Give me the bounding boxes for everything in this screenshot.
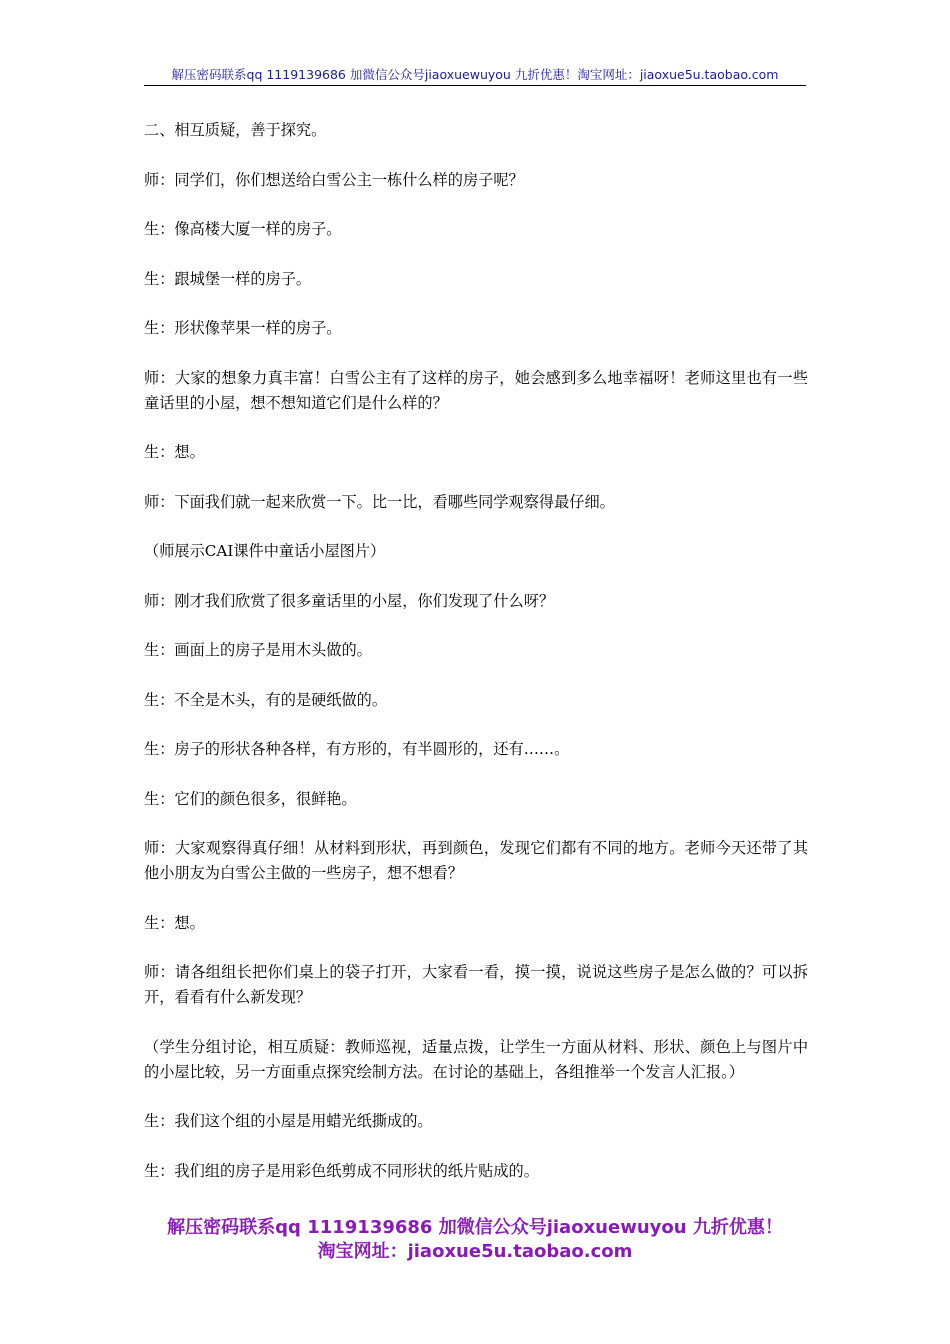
page-footer	[0, 1216, 950, 1264]
footer-line-1: 解压密码联系qq 1119139686 加微信公众号jiaoxuewuyou 九折优惠！	[167, 1217, 783, 1238]
paragraph: 师：大家的想象力真丰富！白雪公主有了这样的房子，她会感到多么地幸福呀！老师这里也有一些童话里的小屋，想不想知道它们是什么样的？	[144, 368, 808, 412]
paragraph: 二、相互质疑，善于探究。	[144, 121, 327, 139]
paragraph: 师：请各组组长把你们桌上的袋子打开，大家看一看，摸一摸，说说这些房子是怎么做的？可以拆开，看看有什么新发现？	[144, 963, 808, 1006]
paragraph: 生：不全是木头，有的是硬纸做的。	[144, 690, 387, 709]
paragraph: 生：我们这个组的小屋是用蜡光纸撕成的。	[144, 1112, 433, 1130]
paragraph: 生：画面上的房子是用木头做的。	[144, 641, 372, 659]
paragraph: 师：大家观察得真仔细！从材料到形状，再到颜色，发现它们都有不同的地方。老师今天还带了其他小朋友为白雪公主做的一些房子，想不想看？	[144, 839, 808, 882]
footer-line-2: 淘宝网址：jiaoxue5u.taobao.com	[317, 1241, 633, 1262]
paragraph: 师：刚才我们欣赏了很多童话里的小屋，你们发现了什么呀？	[144, 591, 555, 610]
paragraph: 师：下面我们就一起来欣赏一下。比一比，看哪些同学观察得最仔细。	[144, 492, 615, 511]
paragraph: 师：同学们，你们想送给白雪公主一栋什么样的房子呢？	[144, 170, 524, 189]
paragraph: 生：想。	[144, 443, 205, 461]
paragraph: 生：它们的颜色很多，很鲜艳。	[144, 789, 357, 808]
page-header	[144, 66, 806, 86]
paragraph: 生：房子的形状各种各样，有方形的，有半圆形的，还有……。	[144, 740, 570, 758]
paragraph: 生：像高楼大厦一样的房子。	[144, 220, 342, 238]
paragraph: 生：形状像苹果一样的房子。	[144, 319, 342, 337]
paragraph: 生：我们组的房子是用彩色纸剪成不同形状的纸片贴成的。	[144, 1161, 539, 1180]
paragraph: 生：跟城堡一样的房子。	[144, 269, 312, 288]
paragraph: （师展示CAI课件中童话小屋图片）	[144, 542, 386, 560]
paragraph: 生：想。	[144, 913, 205, 932]
document-body	[144, 118, 808, 1208]
header-text: 解压密码联系qq 1119139686 加微信公众号jiaoxuewuyou 九折优惠！淘宝网址：jiaoxue5u.taobao.com	[171, 67, 779, 82]
paragraph: （学生分组讨论，相互质疑：教师巡视，适量点拨，让学生一方面从材料、形状、颜色上与图片中的小屋比较，另一方面重点探究绘制方法。在讨论的基础上，各组推举一个发言人汇报。）	[144, 1037, 808, 1081]
